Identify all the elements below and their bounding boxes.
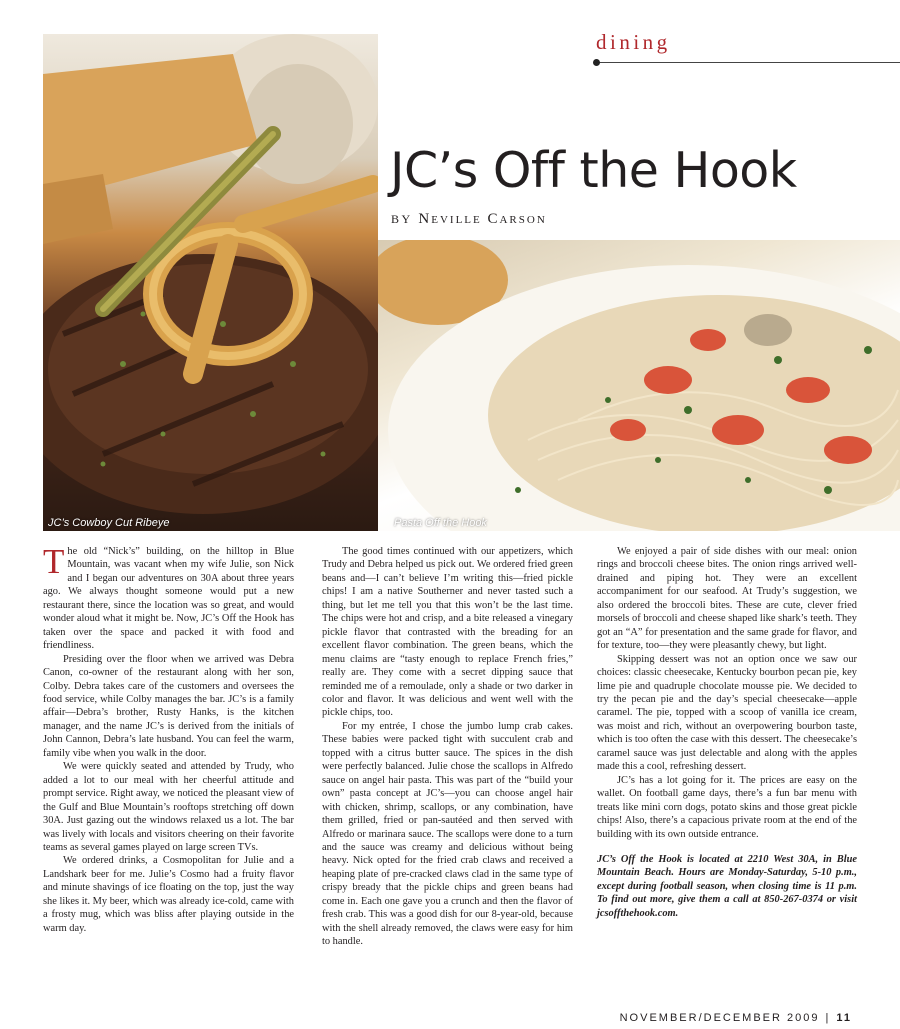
drop-cap: T [43, 542, 65, 581]
section-rule [596, 62, 900, 63]
pasta-photo [378, 240, 900, 531]
body-column-1 [43, 542, 294, 935]
pasta-caption: Pasta Off the Hook [394, 517, 487, 529]
ribeye-photo [43, 34, 378, 531]
title-block [378, 66, 900, 240]
article-title: JC’s Off the Hook [390, 142, 797, 199]
paragraph: JC’s has a lot going for it. The prices are easy on the wallet. On football game days, there’s a fun bar menu with treats like mini corn dogs, potato skins and those great pickle chips! Also, there’s a capacious private room at the end of the building with its own outside entrance. [597, 774, 857, 840]
paragraph: For my entrée, I chose the jumbo lump crab cakes. These babies were packed tight with succulent crab and topped with a citrus butter sauce. The spices in the dish were perfectly balanced. Julie chose the scallops in Alfredo sauce on angel hair pasta. This was part of the “build your own” pasta concept at JC’s—you can choose angel hair with chicken, shrimp, scallops, or any combination, have them grilled, fried or pan-sautéed and then served with Alfredo or marinara sauce. The scallops were done to a turn and the sauce was creamy and delicious without being heavy. Nick opted for the fried crab claws and received a heaping plate of pre-cracked claws clad in the same type of crispy bready that the pickle chips and green beans had come in. Each one gave you a crunch and then the flavor of fresh crab. This was a good dish for our 8-year-old, because with the shell already removed, the claws were easy for him to handle. [322, 720, 573, 948]
ribeye-illustration [43, 34, 378, 531]
paragraph: We enjoyed a pair of side dishes with our meal: onion rings and broccoli cheese bites. The onion rings arrived well-drained and piping hot. They were an excellent accompaniment for our seafood. At Trudy’s suggestion, we also ordered the broccoli bites. These are cute, clever fried morsels of broccoli and cheese shaped like shark’s teeth. They got an “A” for presentation and the same grade for flavor, and for texture, too—they were pleasantly chewy, but light. [597, 546, 857, 652]
author-name: Neville Carson [418, 211, 547, 227]
section-label: dining [596, 30, 671, 54]
restaurant-info: JC’s Off the Hook is located at 2210 West 30A, in Blue Mountain Beach. Hours are Monday-Saturday, 5-10 p.m., except during football season, when closing time is 11 p.m. To find out more, give them a call at 850-267-0374 or visit jcsoffthehook.com. [597, 853, 857, 919]
paragraph: We were quickly seated and attended by Trudy, who added a lot to our meal with her cheerful attitude and prompt service. Right away, we noticed the pleasant view of the Gulf and Blue Mountain’s rooftops stretching off down 30A. Just gazing out the windows relaxed us a lot. The bar was lively with locals and visitors cheering on their favorite teams as several games played on large screen TVs. [43, 761, 294, 853]
body-column-3 [597, 545, 857, 920]
body-column-2 [322, 545, 573, 949]
paragraph-text: he old “Nick’s” building, on the hilltop in Blue Mountain, was vacant when my wife Julie, son Nick and I began our adventures on 30A about three years ago. We always thought someone would put a new restaurant there, since the location was so great, and would wonder aloud what it might be. Now, JC’s Off the Hook has taken over the space and packed it with food and friendliness. [43, 546, 294, 652]
paragraph: Presiding over the floor when we arrived was Debra Canon, co-owner of the restaurant along with her son, Colby. Debra takes care of the customers and oversees the food service, while Colby manages the bar. JC’s is a family affair—Debra’s brother, Rusty Hanks, is the kitchen manager, and the name JC’s is derived from the initials of John Cannon, Debra’s late husband. You can feel the warm, family vibe when you walk in the door. [43, 653, 294, 759]
page-number: 11 [836, 1012, 852, 1024]
byline [391, 211, 547, 228]
paragraph: We ordered drinks, a Cosmopolitan for Julie and a Landshark beer for me. Julie’s Cosmo had a fruity flavor and minute shavings of ice floating on the top, just the way she likes it. My beer, which was already ice-cold, came with a frosty mug, which was bliss after playing outside in the warm day. [43, 855, 294, 934]
page-footer [620, 1012, 852, 1024]
ribeye-caption: JC’s Cowboy Cut Ribeye [48, 517, 170, 529]
paragraph [43, 542, 294, 653]
pasta-illustration [378, 240, 900, 531]
paragraph: Skipping dessert was not an option once we saw our choices: classic cheesecake, Kentucky bourbon pecan pie, key lime pie and quadruple chocolate mousse pie. We decided to try the pecan pie and the day’s special cheesecake—apple caramel. The pie, topped with a scoop of vanilla ice cream, was moist and rich, without an overpowering bourbon taste, which is too often the case with this dessert. The cheesecake’s caramel sauce was just delectable and along with the apples made this a cool, refreshing dessert. [597, 653, 857, 773]
issue-date: NOVEMBER/DECEMBER 2009 [619, 1012, 820, 1024]
section-rule-dot [593, 59, 600, 66]
paragraph: The good times continued with our appetizers, which Trudy and Debra helped us pick out. We ordered fried green beans and—I can’t believe I’m writing this—fried pickle chips! I am a native Southerner and never tasted such a thing, but let me tell you that this won’t be the last time. The chips were hot and crisp, and a bite released a vinegary pickle flavor that contrasted with the breading for an excellent flavor combination. The green beans, which the menu claims are “tasty enough to replace French fries,” really are. They come with a secret dipping sauce that reminded me of a remoulade, only a shade or two darker in color and flavor. It was delicious and went well with the pickle chips, too. [322, 546, 573, 719]
footer-separator: | [825, 1012, 831, 1024]
byline-prefix: BY [391, 212, 413, 226]
